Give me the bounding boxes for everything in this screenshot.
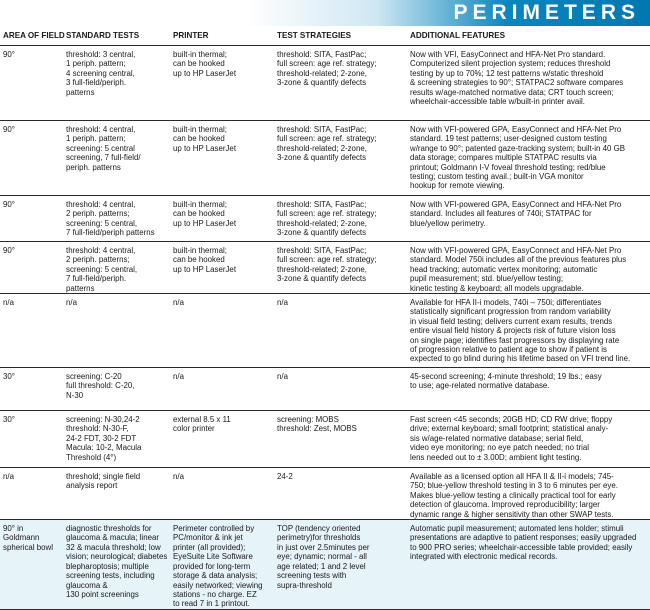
header-banner	[0, 0, 650, 26]
table-row	[0, 196, 650, 242]
cell-area: 90°	[3, 50, 15, 59]
cell-standard-tests: threshold: 4 central, 2 periph. patterns; screening: 5 central, 7 full-field/periph. patterns	[66, 246, 138, 293]
cell-test-strategies: threshold: SITA, FastPac; full screen: age ref. strategy; threshold-related; 2-zone, 3-zone & quantify defects	[277, 200, 377, 238]
cell-standard-tests: threshold: 4 central, 1 periph. pattern; screening: 5 central screening, 7 full-field/ periph. patterns	[66, 125, 141, 172]
cell-standard-tests: threshold: 4 central, 2 periph. patterns; screening: 5 central, 7 full-field/periph patterns	[66, 200, 155, 238]
header-printer: PRINTER	[173, 31, 209, 40]
cell-additional-features: Available for HFA II-i models, 740i – 750i; differentiates statistically significant progression from random variability in visual field testing; delivers current exam results, trends entire visual field history & projects risk of future vision loss on single page; identifies fast progressors by displaying rate of progression relative to patient age to show if patient is expected to go blind during his lifetime based on VFI trend line.	[410, 298, 631, 364]
cell-additional-features: Fast screen <45 seconds; 20GB HD; CD RW drive; floppy drive; external keyboard; small footprint; statistical analy- sis w/age-related normative database; serial field, video eye monitoring; no eye patch needed; no trial lens needed out to ± 3.00D; ambient light testing.	[410, 415, 613, 462]
cell-area: 30°	[3, 372, 15, 382]
cell-additional-features: Now with VFI, EasyConnect and HFA-Net Pro standard. Computerized silent projection system; reduces threshold testing by up to 70%; 12 test patterns w/static threshold & screening strategies to 90°; STATPAC2 software compares results w/age-matched normative data; CRT touch screen; wheelchair-accessible table w/built-in printer avail.	[410, 50, 624, 107]
cell-printer: built-in thermal; can be hooked up to HP LaserJet	[173, 50, 237, 78]
cell-area: 90° in Goldmann spherical bowl	[0, 520, 63, 610]
header-additional-features: ADDITIONAL FEATURES	[410, 31, 506, 40]
table-row	[0, 411, 650, 468]
cell-test-strategies: TOP (tendency oriented perimetry)for thresholds in just over 2.5minutes per eye; dynamic; normal - all age related; 1 and 2 level screening tests with supra-threshold	[274, 520, 407, 610]
header-area-of-field: AREA OF FIELD	[3, 31, 65, 40]
cell-test-strategies: threshold: SITA, FastPac; full screen: age ref. strategy; threshold-related; 2-zone, 3-zone & quantify defects	[277, 246, 377, 284]
cell-standard-tests: screening: C-20 full threshold: C-20, N-30	[66, 372, 135, 400]
cell-area: 90°	[3, 200, 15, 209]
table-row	[0, 368, 650, 411]
cell-printer: Perimeter controlled by PC/monitor & ink jet printer (all provided); EyeSuite Lite Software provided for long-term storage & data analysis; easily networked; viewing stations - no charge. EZ to read 7 in 1 printout.	[170, 520, 274, 610]
cell-test-strategies: n/a	[277, 372, 288, 382]
cell-standard-tests: n/a	[66, 298, 77, 308]
cell-printer: n/a	[173, 298, 184, 308]
cell-additional-features: Now with VFI-powered GPA, EasyConnect and HFA-Net Pro standard. 19 test patterns; user-designed custom testing w/range to 90°; patented gaze-tracking system; built-in 40 GB data storage; compares multiple STATPAC results via printout; Goldmann I-V foveal threshold testing; red/blue testing; custom testing avail.; built-in VGA monitor hookup for remote viewing.	[410, 125, 626, 191]
table-row	[0, 242, 650, 294]
cell-test-strategies: screening: MOBS threshold: Zest, MOBS	[277, 415, 357, 434]
cell-printer: built-in thermal; can be hooked up to HP LaserJet	[173, 246, 237, 274]
page-title: PERIMETERS	[453, 1, 640, 24]
cell-standard-tests: diagnostic thresholds for glaucoma & macula; linear 32 & macula threshold; low vision; neurological; diabetes blepharoptosis; multiple screening tests, including glaucoma & 130 point screenings	[63, 520, 170, 610]
table-row	[0, 121, 650, 196]
cell-area: n/a	[3, 472, 14, 482]
cell-printer: n/a	[173, 472, 184, 482]
table-row	[0, 468, 650, 520]
header-standard-tests: STANDARD TESTS	[66, 31, 140, 40]
cell-area: 30°	[3, 415, 15, 425]
cell-printer: built-in thermal; can be hooked up to HP LaserJet	[173, 200, 237, 228]
perimeters-table	[0, 26, 650, 610]
cell-additional-features: 45-second screening; 4-minute threshold; 19 lbs.; easy to use; age-related normative database.	[410, 372, 602, 391]
cell-printer: built-in thermal; can be hooked up to HP LaserJet	[173, 125, 237, 153]
table-row	[0, 46, 650, 121]
cell-area: 90°	[3, 125, 15, 134]
cell-test-strategies: threshold: SITA, FastPac; full screen: age ref. strategy; threshold-related; 2-zone, 3-zone & quantify defects	[277, 50, 377, 88]
cell-standard-tests: threshold; single field analysis report	[66, 472, 141, 491]
cell-standard-tests: threshold: 3 central, 1 periph. pattern; 4 screening central, 3 full-field/periph. patterns	[66, 50, 136, 97]
cell-test-strategies: 24-2	[277, 472, 293, 482]
cell-additional-features: Now with VFI-powered GPA, EasyConnect and HFA-Net Pro standard. Includes all features of 740i; STATPAC for blue/yellow perimetry.	[410, 200, 622, 228]
table-header-row	[0, 26, 650, 46]
header-test-strategies: TEST STRATEGIES	[277, 31, 352, 40]
cell-area: 90°	[3, 246, 15, 255]
cell-additional-features: Automatic pupil measurement; automated lens holder; stimuli presentations are adaptive to patient responses; easily upgraded to 900 PRO series; wheelchair-accessible table provided; easily integrated with electronic medical records.	[407, 520, 650, 610]
cell-additional-features: Now with VFI-powered GPA, EasyConnect and HFA-Net Pro standard. Model 750i includes all of the previous features plus head tracking; automatic vertex monitoring; automatic pupil measurement; std. blue/yellow testing; kinetic testing & keyboard; all models upgradable.	[410, 246, 627, 293]
cell-area: n/a	[3, 298, 14, 308]
cell-printer: external 8.5 x 11 color printer	[173, 415, 231, 434]
cell-additional-features: Available as a licensed option all HFA II & II-i models; 745- 750; blue-yellow threshold testing in 3 to 6 minutes per eye. Makes blue-yellow testing a clinically practical tool for early detection of glaucoma. Improved reproducibility; larger dynamic range & higher sensitivity than other SWAP tests.	[410, 472, 618, 519]
cell-test-strategies: n/a	[277, 298, 288, 308]
cell-printer: n/a	[173, 372, 184, 382]
cell-test-strategies: threshold: SITA, FastPac; full screen: age ref. strategy; threshold-related; 2-zone, 3-zone & quantify defects	[277, 125, 377, 163]
table-row	[0, 294, 650, 368]
cell-standard-tests: screening: N-30,24-2 threshold: N-30-F, 24-2 FDT, 30-2 FDT Macula: 10-2, Macula Threshold (4°)	[66, 415, 142, 462]
